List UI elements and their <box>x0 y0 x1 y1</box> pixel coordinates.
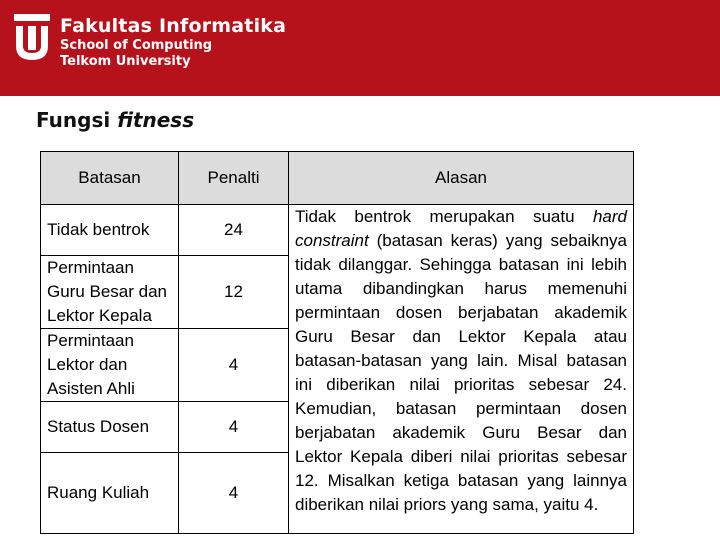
table-header-row <box>41 152 634 205</box>
alasan-text-1: Tidak bentrok merupakan suatu <box>295 207 593 226</box>
page-title-regular: Fungsi <box>36 108 111 132</box>
school-name: School of Computing <box>60 38 213 53</box>
cell-penalti: 12 <box>179 256 289 329</box>
header-penalti: Penalti <box>179 152 289 205</box>
cell-penalti: 4 <box>179 329 289 402</box>
cell-batasan: Ruang Kuliah <box>41 453 179 534</box>
cell-batasan: Status Dosen <box>41 402 179 453</box>
header-banner <box>0 0 720 96</box>
cell-batasan: Tidak bentrok <box>41 205 179 256</box>
page-title-italic: fitness <box>117 108 195 132</box>
fitness-table <box>40 151 634 534</box>
cell-batasan: Permintaan Guru Besar dan Lektor Kepala <box>41 256 179 329</box>
header-batasan: Batasan <box>41 152 179 205</box>
alasan-text-2: (batasan keras) yang sebaiknya tidak dilanggar. Sehingga batasan ini lebih utama dibandingkan harus memenuhi permintaan dosen berjabatan akademik Guru Besar dan Lektor Kepala atau batasan-batasan yang lain. Misal batasan ini diberikan nilai prioritas sebesar 24. Kemudian, batasan permintaan dosen berjabatan akademik Guru Besar dan Lektor Kepala diberi nilai prioritas sebesar 12. Misalkan ketiga batasan yang lainnya diberikan nilai priors yang sama, yaitu 4. <box>295 231 627 514</box>
faculty-name: Fakultas Informatika <box>60 15 287 37</box>
university-logo-icon <box>12 12 52 68</box>
cell-batasan: Permintaan Lektor dan Asisten Ahli <box>41 329 179 402</box>
cell-alasan <box>289 205 634 534</box>
university-name: Telkom University <box>60 54 191 69</box>
table-row <box>41 205 634 256</box>
cell-penalti: 24 <box>179 205 289 256</box>
header-alasan: Alasan <box>289 152 634 205</box>
page-title <box>36 108 194 132</box>
brand-text <box>60 14 286 70</box>
cell-penalti: 4 <box>179 402 289 453</box>
alasan-text-italic: hard constraint <box>295 207 627 250</box>
cell-penalti: 4 <box>179 453 289 534</box>
